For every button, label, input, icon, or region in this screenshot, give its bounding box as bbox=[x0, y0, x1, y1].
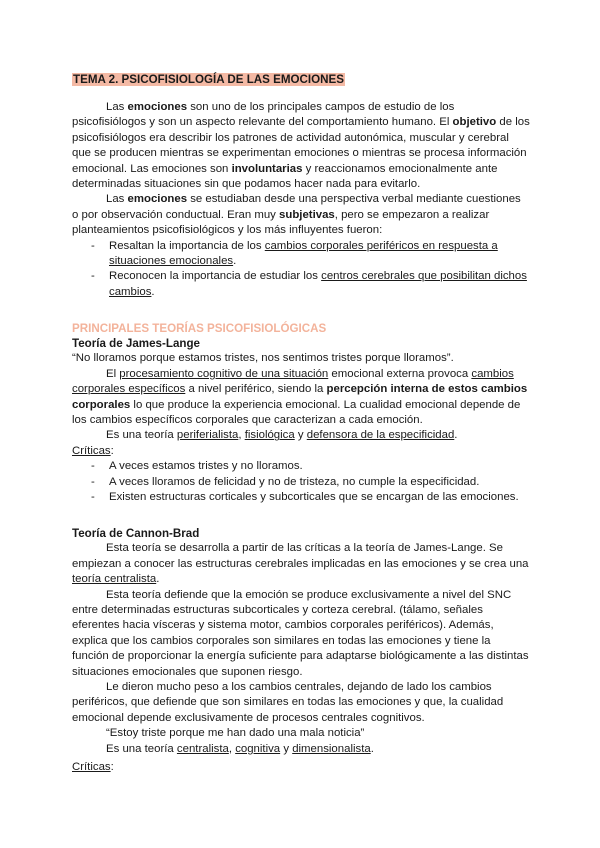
intro-paragraph-2: Las emociones se estudiaban desde una perspectiva verbal mediante cuestiones o por observación conductual. Eran muy subjetivas, pero se empezaron a realizar planteamientos psicofisiológicos y los más influyentes fueron: bbox=[72, 193, 521, 237]
cannon-bard-paragraph-1: Esta teoría se desarrolla a partir de las críticas a la teoría de James-Lange. Se empiezan a conocer las estructuras cerebrales implicadas en las emociones y se crea una teoría centralista. bbox=[72, 542, 529, 586]
list-item: - Resaltan la importancia de los cambios corporales periféricos en respuesta a situaciones emocionales. bbox=[72, 239, 530, 270]
intro-bullet-list bbox=[72, 239, 530, 301]
list-item: - A veces estamos tristes y no lloramos. bbox=[72, 459, 530, 474]
james-lange-paragraph-2: Es una teoría periferialista, fisiológica y defensora de la especificidad. bbox=[106, 429, 458, 442]
cannon-bard-criticas-label: Críticas: bbox=[72, 761, 114, 773]
intro-section bbox=[72, 100, 530, 300]
section-heading: PRINCIPALES TEORÍAS PSICOFISIOLÓGICAS bbox=[72, 322, 327, 335]
document-title: TEMA 2. PSICOFISIOLOGÍA DE LAS EMOCIONES bbox=[73, 73, 344, 86]
james-lange-paragraph-1: El procesamiento cognitivo de una situación emocional externa provoca cambios corporales específicos a nivel periférico, siendo la percepción interna de estos cambios corporales lo que produce la experiencia emocional. La cualidad emocional depende de los cambios específicos corporales que caracterizan a cada emoción. bbox=[72, 367, 528, 427]
cannon-bard-paragraph-2: Esta teoría defiende que la emoción se produce exclusivamente a nivel del SNC entre determinadas estructuras subcorticales y corteza cerebral. (tálamo, señales eferentes hacia vísceras y sistema motor, cambios corporales periféricos). Además, explica que los cambios corporales son similares en todas las emociones y tiene la función de proporcionar la energía suficiente para adaptarse biológicamente a las distintas situaciones emocionales que suponen riesgo. bbox=[72, 588, 529, 678]
cannon-bard-paragraph-3: Le dieron mucho peso a los cambios centrales, dejando de lado los cambios periféricos, que defiende que son similares en todas las emociones y que, la cualidad emocional depende exclusivamente de procesos centrales cognitivos. bbox=[72, 681, 504, 724]
intro-paragraph-1: Las emociones son uno de los principales campos de estudio de los psicofisiólogos y son un aspecto relevante del comportamiento humano. El objetivo de los psicofisiólogos era describir los patrones de actividad autonómica, muscular y cerebral que se producen mientras se experimentan emociones o mientras se procesa información emocional. Las emociones son involuntarias y reaccionamos emocionalmente ante determinadas situaciones sin que podamos hacer nada para evitarlo. bbox=[72, 101, 530, 191]
cannon-bard-heading: Teoría de Cannon-Brad bbox=[72, 527, 200, 540]
list-item: - Existen estructuras corticales y subcorticales que se encargan de las emociones. bbox=[72, 490, 530, 505]
james-lange-quote: “No lloramos porque estamos tristes, nos sentimos tristes porque lloramos”. bbox=[72, 352, 454, 365]
cannon-bard-paragraph-4: Es una teoría centralista, cognitiva y dimensionalista. bbox=[106, 742, 374, 755]
james-lange-heading: Teoría de James-Lange bbox=[72, 337, 201, 350]
cannon-bard-section bbox=[72, 526, 530, 757]
list-item: - A veces lloramos de felicidad y no de tristeza, no cumple la especificidad. bbox=[72, 475, 530, 490]
james-lange-section bbox=[72, 336, 530, 505]
james-lange-criticas-list bbox=[72, 459, 530, 505]
james-lange-criticas-label: Críticas: bbox=[72, 444, 114, 457]
cannon-bard-quote: “Estoy triste porque me han dado una mala noticia” bbox=[106, 727, 365, 740]
list-item: - Reconocen la importancia de estudiar los centros cerebrales que posibilitan dichos cambios. bbox=[72, 269, 530, 300]
